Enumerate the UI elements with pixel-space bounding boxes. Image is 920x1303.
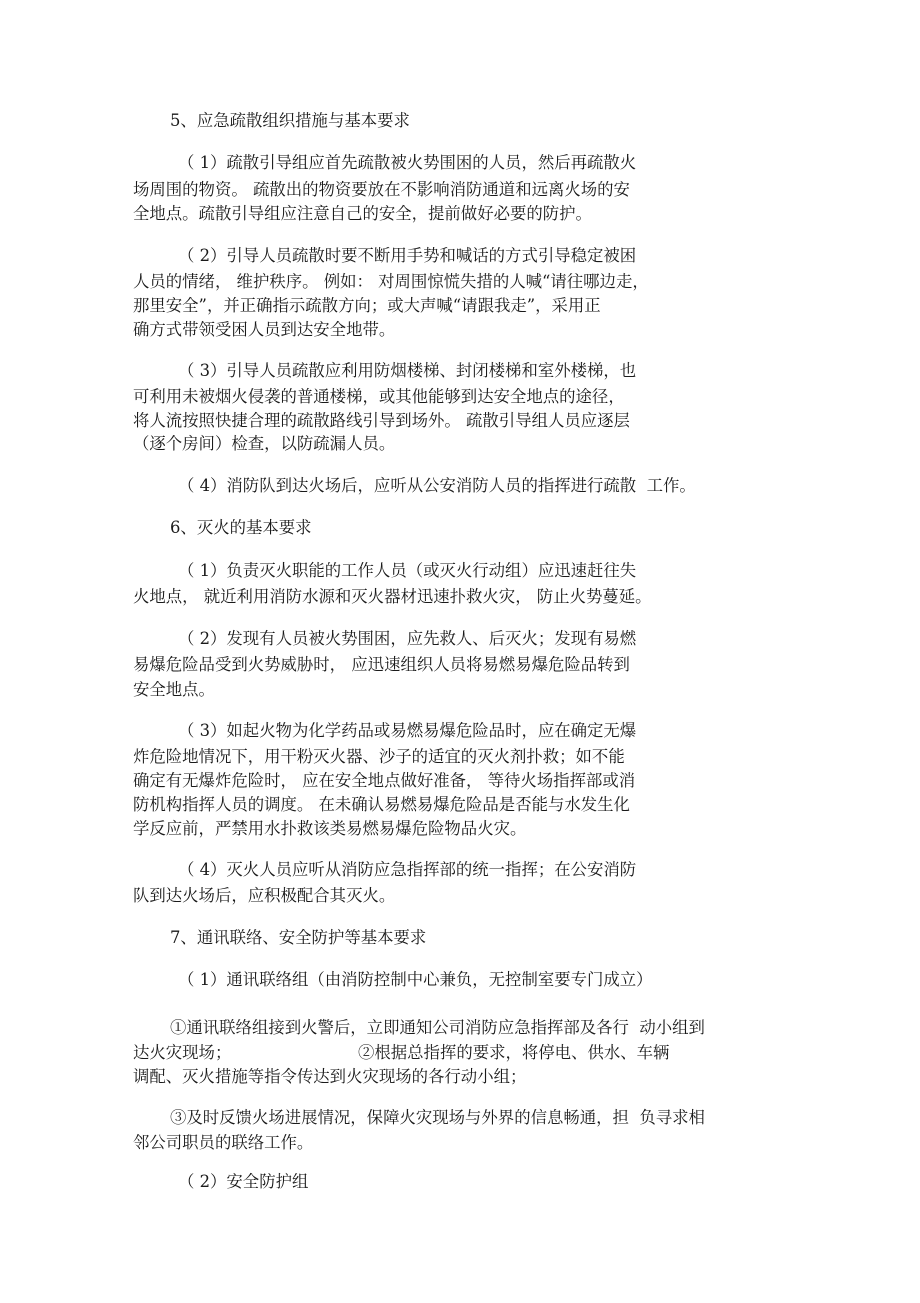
paragraph-line: （ 1）通讯联络组（由消防控制中心兼负，无控制室要专门成立） — [178, 970, 653, 989]
paragraph-line: 达火灾现场； — [133, 1043, 232, 1062]
paragraph-line: （ 1）负责灭火职能的工作人员（或灭火行动组）应迅速赶往失 — [178, 561, 637, 580]
paragraph-line: 安全地点。 — [133, 680, 215, 699]
paragraph-line: 确定有无爆炸危险时， 应在安全地点做好准备， 等待火场指挥部或消 — [133, 771, 636, 790]
paragraph-line: （ 2）引导人员疏散时要不断用手势和喊话的方式引导稳定被困 — [178, 246, 637, 265]
paragraph-line: ③及时反馈火场进展情况，保障火灾现场与外界的信息畅通，担 负寻求相 — [170, 1108, 705, 1127]
paragraph-line: 火地点， 就近利用消防水源和灭火器材迅速扑救火灾， 防止火势蔓延。 — [133, 587, 652, 606]
paragraph-line: 全地点。疏散引导组应注意自己的安全，提前做好必要的防护。 — [133, 204, 592, 223]
paragraph-line: （逐个房间）检查，以防疏漏人员。 — [133, 434, 396, 453]
paragraph-line: 防机构指挥人员的调度。 在未确认易燃易爆危险品是否能与水发生化 — [133, 795, 630, 814]
paragraph-line: 炸危险地情况下，用干粉灭火器、沙子的适宜的灭火剂扑救；如不能 — [133, 747, 625, 766]
paragraph-line: ②根据总指挥的要求，将停电、供水、车辆 — [358, 1043, 670, 1062]
paragraph-line: 学反应前，严禁用水扑救该类易燃易爆危险物品火灾。 — [133, 819, 527, 838]
paragraph-line: 场周围的物资。 疏散出的物资要放在不影响消防通道和远离火场的安 — [133, 180, 630, 199]
paragraph-line: ①通讯联络组接到火警后，立即通知公司消防应急指挥部及各行 动小组到 — [170, 1018, 705, 1037]
paragraph-line: 队到达火场后，应积极配合其灭火。 — [133, 886, 396, 905]
paragraph-line: （ 3）如起火物为化学药品或易燃易爆危险品时，应在确定无爆 — [178, 721, 637, 740]
paragraph-line: 邻公司职员的联络工作。 — [133, 1133, 314, 1152]
paragraph-line: （ 2）安全防护组 — [178, 1172, 309, 1191]
paragraph-line: 调配、灭火措施等指令传达到火灾现场的各行动小组； — [133, 1067, 527, 1086]
paragraph-line: 将人流按照快捷合理的疏散路线引导到场外。 疏散引导组人员应逐层 — [133, 411, 630, 430]
paragraph-line: （ 4）消防队到达火场后，应听从公安消防人员的指挥进行疏散 工作。 — [178, 476, 696, 495]
paragraph-line: 确方式带领受困人员到达安全地带。 — [133, 320, 396, 339]
paragraph-line: （ 4）灭火人员应听从消防应急指挥部的统一指挥；在公安消防 — [178, 860, 637, 879]
paragraph-line: 可利用未被烟火侵袭的普通楼梯，或其他能够到达安全地点的途径， — [133, 387, 625, 406]
paragraph-line: （ 2）发现有人员被火势围困，应先救人、后灭火；发现有易燃 — [178, 629, 637, 648]
paragraph-line: （ 3）引导人员疏散应利用防烟楼梯、封闭楼梯和室外楼梯，也 — [178, 361, 637, 380]
heading-5-evacuation-measures: 5、应急疏散组织措施与基本要求 — [170, 111, 410, 130]
paragraph-line: 易爆危险品受到火势威胁时， 应迅速组织人员将易燃易爆危险品转到 — [133, 655, 630, 674]
paragraph-line: 那里安全”，并正确指示疏散方向；或大声喊“请跟我走”，采用正 — [133, 296, 601, 315]
heading-7-communication-protection: 7、通讯联络、安全防护等基本要求 — [170, 928, 427, 947]
paragraph-line: 人员的情绪， 维护秩序。 例如： 对周围惊慌失措的人喊“请往哪边走， — [133, 272, 649, 291]
heading-6-firefighting: 6、灭火的基本要求 — [170, 518, 312, 537]
paragraph-line: （ 1）疏散引导组应首先疏散被火势围困的人员，然后再疏散火 — [178, 153, 637, 172]
